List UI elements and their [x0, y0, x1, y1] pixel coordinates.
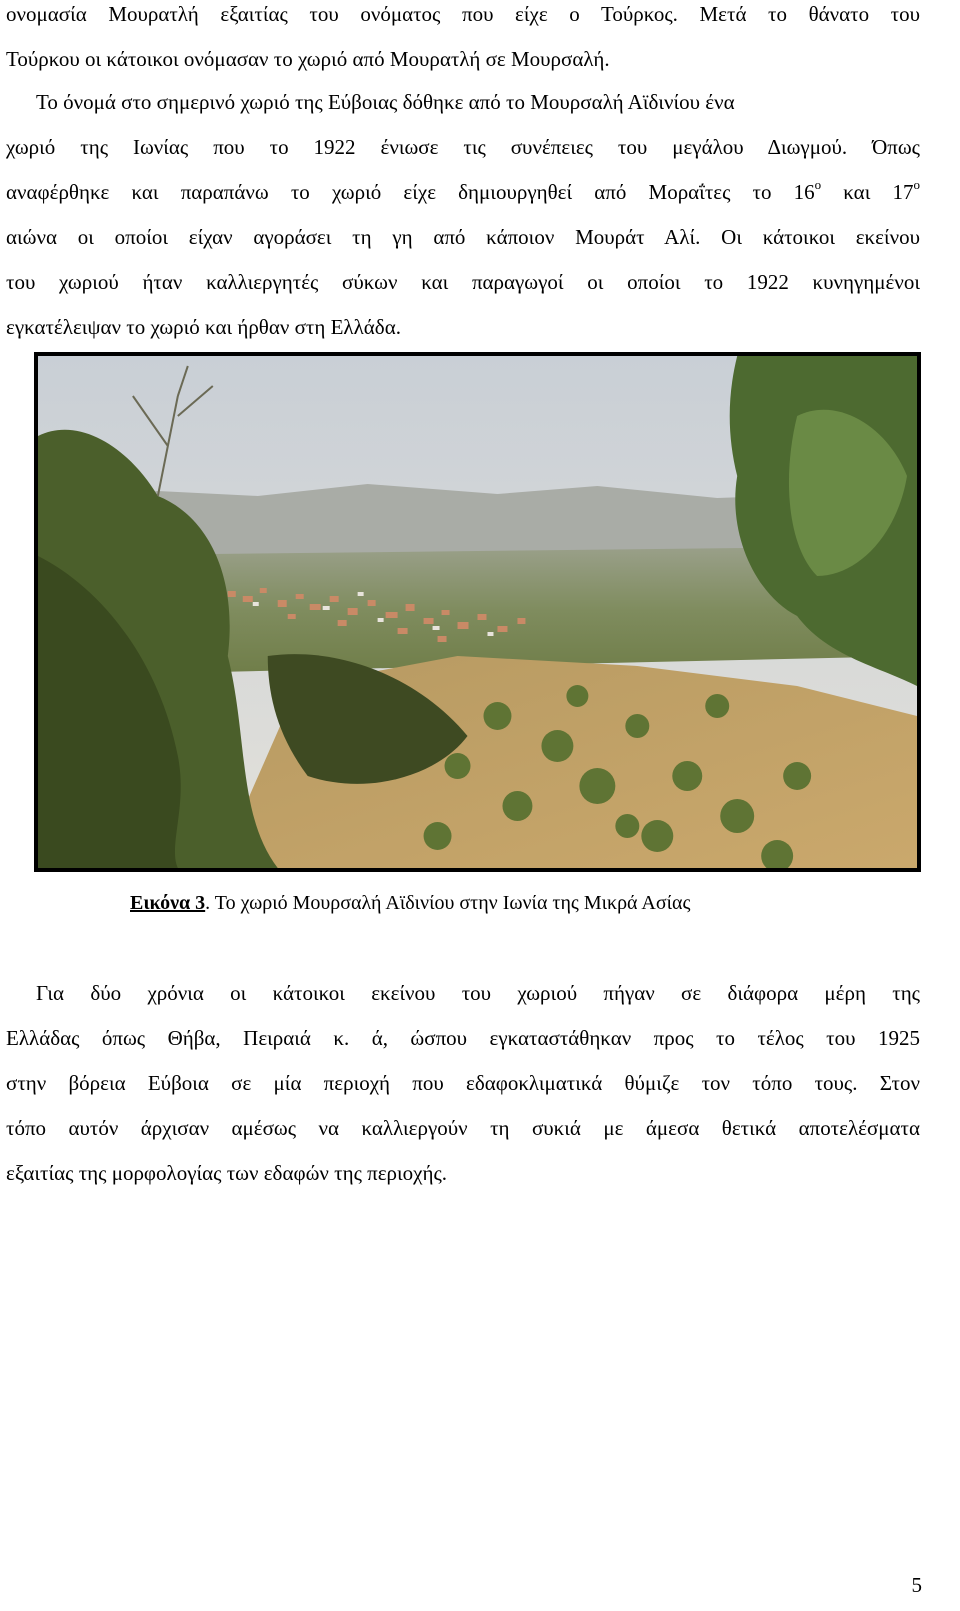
paragraph-line: τόπο αυτόν άρχισαν αμέσως να καλλιεργούν τη συκιά με άμεσα θετικά αποτελέσματα	[6, 1116, 920, 1140]
paragraph-line	[6, 170, 920, 215]
paragraph-line: Το όνομά στο σημερινό χωριό της Εύβοιας δόθηκε από το Μουρσαλή Αϊδινίου ένα	[36, 90, 735, 114]
superscript: ο	[814, 177, 822, 192]
text-run: αναφέρθηκε και παραπάνω το χωριό είχε δημιουργηθεί από Μοραΐτες το 16	[6, 180, 815, 204]
caption-text: . Το χωριό Μουρσαλή Αϊδινίου στην Ιωνία της Μικρά Ασίας	[205, 892, 691, 914]
text-run: και 17	[821, 180, 914, 204]
paragraph-line: χωριό της Ιωνίας που το 1922 ένιωσε τις συνέπειες του μεγάλου Διωγμού. Όπως	[6, 135, 920, 159]
figure-label: Εικόνα 3	[130, 892, 206, 914]
paragraph-line: αιώνα οι οποίοι είχαν αγοράσει τη γη από κάποιον Μουράτ Αλί. Οι κάτοικοι εκείνου	[6, 225, 920, 249]
paragraph-1	[6, 0, 920, 82]
paragraph-line: του χωριού ήταν καλλιεργητές σύκων και παραγωγοί οι οποίοι το 1922 κυνηγημένοι	[6, 270, 920, 294]
village-photo	[34, 352, 921, 872]
paragraph-line: Ελλάδας όπως Θήβα, Πειραιά κ. ά, ώσπου εγκαταστάθηκαν προς το τέλος του 1925	[6, 1026, 920, 1050]
paragraph-line: στην βόρεια Εύβοια σε μία περιοχή που εδαφοκλιματικά θύμιζε τον τόπο τους. Στον	[6, 1071, 920, 1095]
paragraph-2	[6, 80, 920, 350]
page-number: 5	[911, 1573, 922, 1597]
paragraph-3	[6, 971, 920, 1196]
paragraph-line: Τούρκου οι κάτοικοι ονόμασαν το χωριό από Μουρατλή σε Μουρσαλή.	[6, 47, 610, 71]
paragraph-line: ονομασία Μουρατλή εξαιτίας του ονόματος που είχε ο Τούρκος. Μετά το θάνατο του	[6, 2, 920, 26]
paragraph-line: Για δύο χρόνια οι κάτοικοι εκείνου του χωριού πήγαν σε διάφορα μέρη της	[36, 981, 920, 1005]
paragraph-line: εξαιτίας της μορφολογίας των εδαφών της περιοχής.	[6, 1161, 448, 1185]
figure-caption	[130, 888, 690, 918]
paragraph-line: εγκατέλειψαν το χωριό και ήρθαν στη Ελλάδα.	[6, 315, 401, 339]
landscape-image	[38, 356, 917, 868]
superscript: ο	[913, 177, 920, 192]
